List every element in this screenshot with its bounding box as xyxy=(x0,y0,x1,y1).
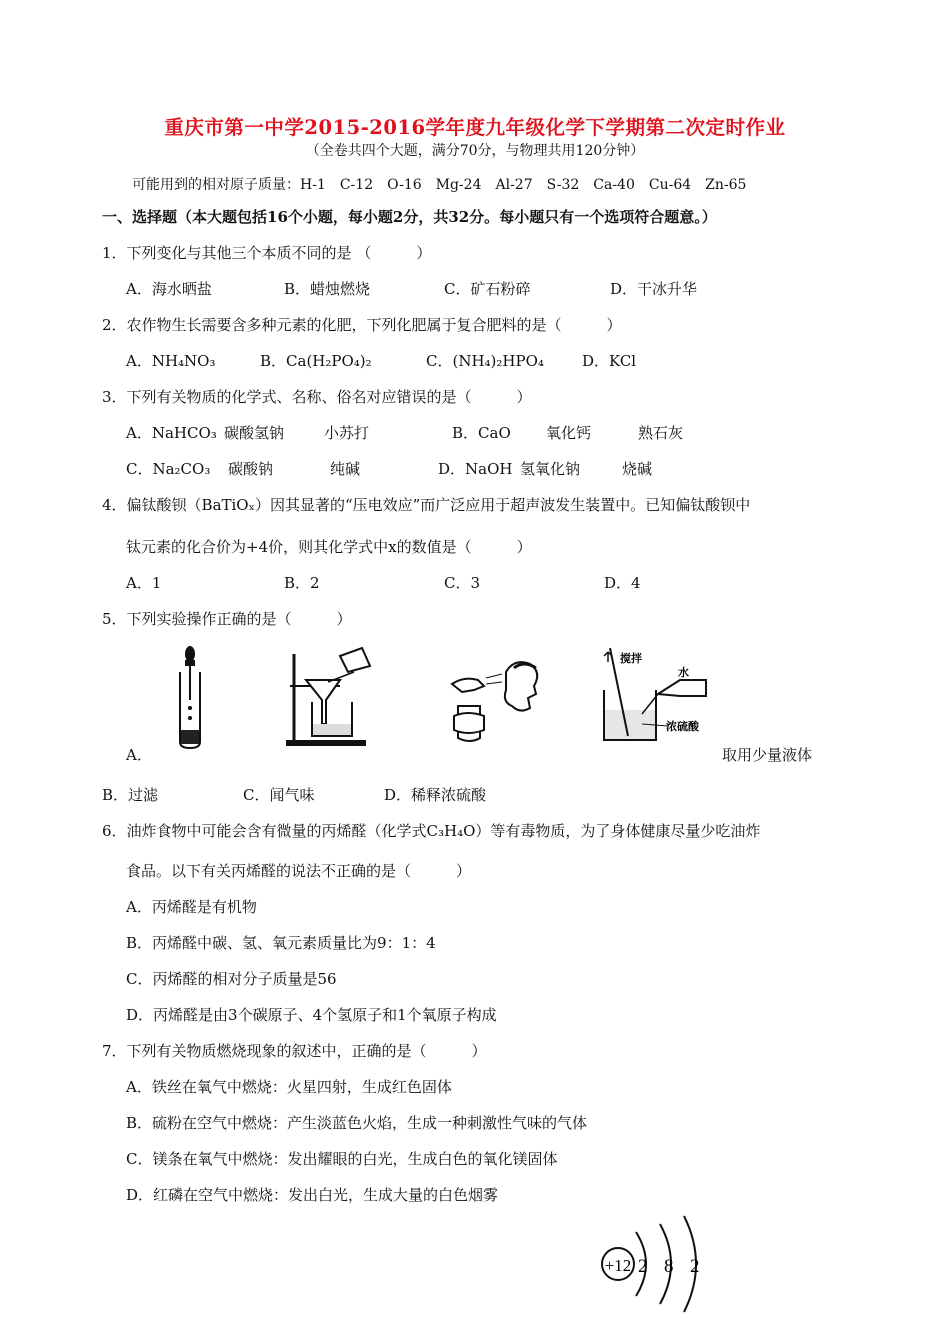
shell-2-electrons: 8 xyxy=(664,1256,674,1277)
q7-option-d: D．红磷在空气中燃烧：发出白光，生成大量的白色烟雾 xyxy=(126,1186,499,1204)
question-4-line1: 4．偏钛酸钡（BaTiOₓ）因其显著的“压电效应”而广泛应用于超声波发生装置中。已知偏钛酸钡中 xyxy=(102,496,751,514)
section-heading: 一、选择题（本大题包括16个小题，每小题2分，共32分。每小题只有一个选项符合题意。） xyxy=(102,208,717,226)
q3-c-common: 纯碱 xyxy=(330,460,361,478)
q3-c-name: 碳酸钠 xyxy=(228,460,274,478)
q3-b-name: 氧化钙 xyxy=(546,424,592,442)
q2-option-d: D．KCl xyxy=(582,352,637,370)
q3-a-formula: A．NaHCO₃ xyxy=(126,424,217,442)
q4-option-a: A．1 xyxy=(126,574,162,592)
q3-a-name: 碳酸氢钠 xyxy=(224,424,285,442)
filtration-figure xyxy=(282,646,382,748)
dropper-test-tube-figure xyxy=(168,642,218,754)
q3-a-common: 小苏打 xyxy=(324,424,370,442)
dilution-figure xyxy=(596,644,722,748)
q1-option-b: B．蜡烛燃烧 xyxy=(284,280,371,298)
q4-option-d: D．4 xyxy=(604,574,641,592)
q6-option-a: A．丙烯醛是有机物 xyxy=(126,898,257,916)
question-6-line2: 食品。以下有关丙烯醛的说法不正确的是（ ） xyxy=(126,862,472,880)
q2-option-a: A．NH₄NO₃ xyxy=(126,352,216,370)
atom-structure-diagram xyxy=(596,1210,716,1332)
q3-b-common: 熟石灰 xyxy=(638,424,684,442)
q5-option-a: A． xyxy=(126,746,152,764)
question-6-line1: 6．油炸食物中可能会含有微量的丙烯醛（化学式C₃H₄O）等有毒物质，为了身体健康尽量少吃油炸 xyxy=(102,822,761,840)
stir-label: 搅拌 xyxy=(620,652,642,665)
smelling-figure xyxy=(444,654,544,746)
question-5: 5．下列实验操作正确的是（ ） xyxy=(102,610,352,628)
q7-option-b: B．硫粉在空气中燃烧：产生淡蓝色火焰，生成一种刺激性气味的气体 xyxy=(126,1114,588,1132)
q3-c-formula: C．Na₂CO₃ xyxy=(126,460,211,478)
q4-option-b: B．2 xyxy=(284,574,320,592)
q6-option-c: C．丙烯醛的相对分子质量是56 xyxy=(126,970,337,988)
shell-1-electrons: 2 xyxy=(638,1256,648,1277)
nucleus-charge: +12 xyxy=(604,1256,632,1275)
exam-info: （全卷共四个大题，满分70分，与物理共用120分钟） xyxy=(305,143,645,159)
q2-option-c: C．(NH₄)₂HPO₄ xyxy=(426,352,544,370)
q6-option-d: D．丙烯醛是由3个碳原子、4个氢原子和1个氧原子构成 xyxy=(126,1006,497,1024)
q1-option-a: A．海水晒盐 xyxy=(126,280,212,298)
water-label: 水 xyxy=(678,666,689,679)
q5-option-b: B．过滤 xyxy=(102,786,159,804)
q4-option-c: C．3 xyxy=(444,574,481,592)
q3-d-common: 烧碱 xyxy=(622,460,653,478)
q1-option-c: C．矿石粉碎 xyxy=(444,280,531,298)
question-4-line2: 钛元素的化合价为+4价，则其化学式中x的数值是（ ） xyxy=(126,538,532,556)
q3-b-formula: B．CaO xyxy=(452,424,511,442)
question-7: 7．下列有关物质燃烧现象的叙述中，正确的是（ ） xyxy=(102,1042,487,1060)
q5-option-c: C．闻气味 xyxy=(243,786,315,804)
q6-option-b: B．丙烯醛中碳、氢、氧元素质量比为9：1：4 xyxy=(126,934,436,952)
shell-3-electrons: 2 xyxy=(690,1256,700,1277)
question-1: 1．下列变化与其他三个本质不同的是 （ ） xyxy=(102,244,432,262)
acid-label: 浓硫酸 xyxy=(666,720,699,733)
atomic-masses: 可能用到的相对原子质量：H-1 C-12 O-16 Mg-24 Al-27 S-32 Ca-40 Cu-64 Zn-65 xyxy=(132,177,747,193)
q3-d-name: 氢氧化钠 xyxy=(520,460,581,478)
q3-d-formula: D．NaOH xyxy=(438,460,513,478)
q7-option-c: C．镁条在氧气中燃烧：发出耀眼的白光，生成白色的氧化镁固体 xyxy=(126,1150,558,1168)
q5-option-a-caption: 取用少量液体 xyxy=(722,746,813,764)
page-title: 重庆市第一中学2015-2016学年度九年级化学下学期第二次定时作业 xyxy=(164,116,786,139)
q1-option-d: D．干冰升华 xyxy=(610,280,698,298)
q5-option-d: D．稀释浓硫酸 xyxy=(384,786,487,804)
question-3: 3．下列有关物质的化学式、名称、俗名对应错误的是（ ） xyxy=(102,388,532,406)
question-2: 2．农作物生长需要含多种元素的化肥，下列化肥属于复合肥料的是（ ） xyxy=(102,316,622,334)
q2-option-b: B．Ca(H₂PO₄)₂ xyxy=(260,352,372,370)
q7-option-a: A．铁丝在氧气中燃烧：火星四射，生成红色固体 xyxy=(126,1078,452,1096)
